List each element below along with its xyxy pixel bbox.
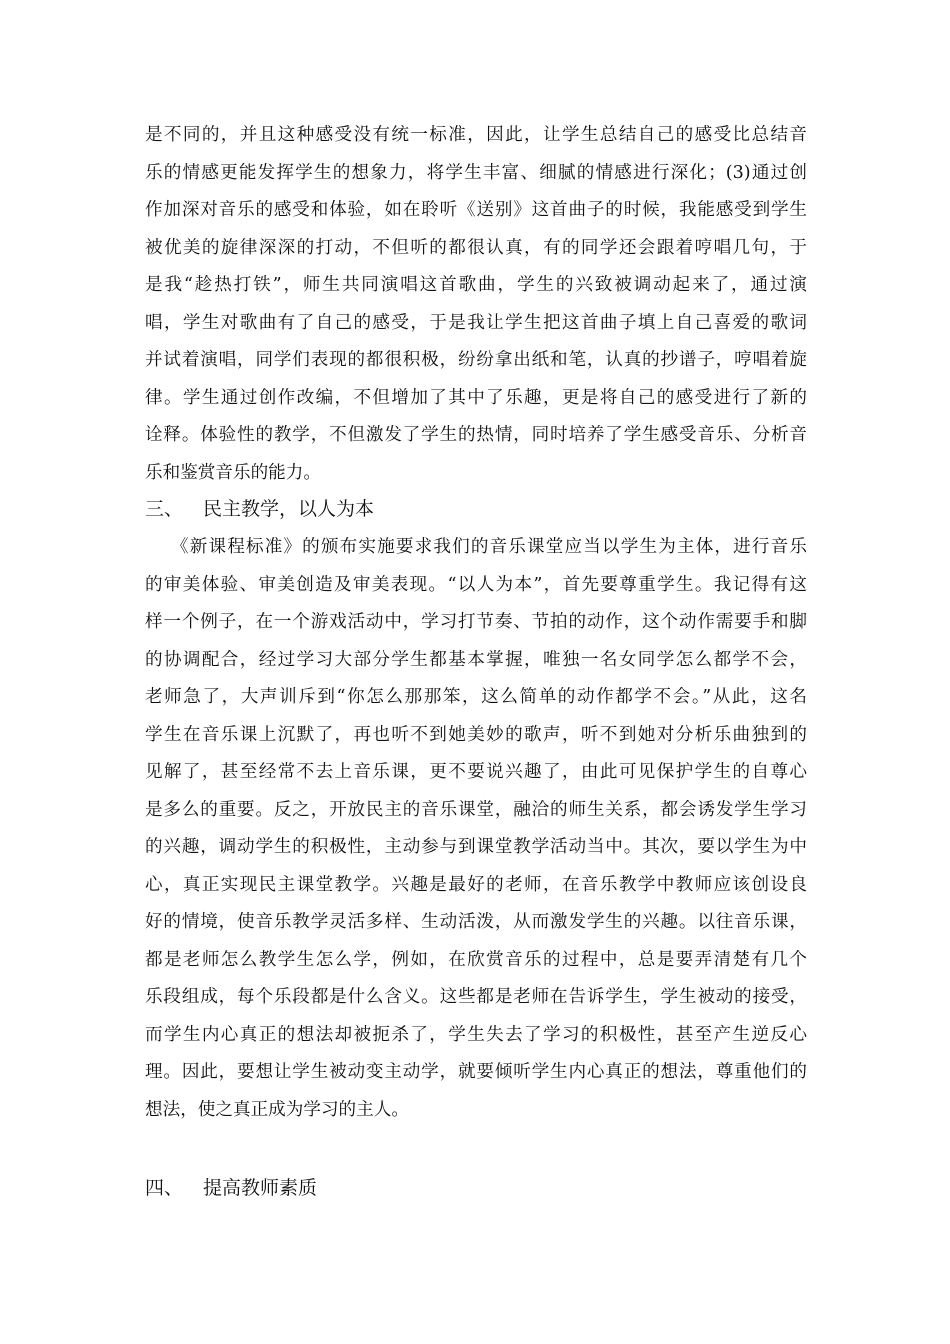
text-line: 是我“趁热打铁”，师生共同演唱这首歌曲，学生的兴致被调动起来了，通过演 [145,275,807,295]
text-line: 乐的情感更能发挥学生的想象力，将学生丰富、细腻的情感进行深化；(3)通过创 [145,162,807,183]
text-line: 老师急了，大声训斥到“你怎么那那笨，这么简单的动作都学不会。”从此，这名 [145,687,807,707]
text-line: 的审美体验、审美创造及审美表现。“以人为本”，首先要尊重学生。我记得有这 [145,574,807,595]
section-4-title: 提高教师素质 [203,1177,318,1199]
section-3-heading [145,492,374,526]
text-line: 样一个例子，在一个游戏活动中，学习打节奏、节拍的动作，这个动作需要手和脚 [145,612,807,632]
section-4-number: 四、 [145,1177,184,1199]
text-line: 律。学生通过创作改编，不但增加了其中了乐趣，更是将自己的感受进行了新的 [145,387,807,408]
text-line: 的协调配合，经过学习大部分学生都基本掌握，唯独一名女同学怎么都学不会， [145,649,807,670]
text-line: 《新课程标准》的颁布实施要求我们的音乐课堂应当以学生为主体，进行音乐 [171,537,807,557]
text-line: 并试着演唱，同学们表现的都很积极，纷纷拿出纸和笔，认真的抄谱子，哼唱着旋 [145,350,807,370]
text-line: 诠释。体验性的教学，不但激发了学生的热情，同时培养了学生感受音乐、分析音 [145,425,807,445]
text-line: 而学生内心真正的想法却被扼杀了，学生失去了学习的积极性，甚至产生逆反心 [145,1024,807,1045]
text-line: 心，真正实现民主课堂教学。兴趣是最好的老师，在音乐教学中教师应该创设良 [145,874,807,895]
text-line: 乐段组成，每个乐段都是什么含义。这些都是老师在告诉学生，学生被动的接受， [145,987,807,1007]
text-line: 的兴趣，调动学生的积极性，主动参与到课堂教学活动当中。其次，要以学生为中 [145,837,807,857]
section-3-number: 三、 [145,498,184,520]
text-line: 见解了，甚至经常不去上音乐课，更不要说兴趣了，由此可见保护学生的自尊心 [145,762,807,782]
text-line: 学生在音乐课上沉默了，再也听不到她美妙的歌声，听不到她对分析乐曲独到的 [145,724,807,745]
text-line: 被优美的旋律深深的打动，不但听的都很认真，有的同学还会跟着哼唱几句，于 [145,237,807,258]
text-line: 想法，使之真正成为学习的主人。 [145,1099,409,1120]
text-line: 作加深对音乐的感受和体验，如在聆听《送别》这首曲子的时候，我能感受到学生 [145,200,807,220]
paragraph-2 [145,529,807,1129]
text-line: 是多么的重要。反之，开放民主的音乐课堂，融洽的师生关系，都会诱发学生学习 [145,799,807,820]
text-line: 乐和鉴赏音乐的能力。 [145,462,321,483]
paragraph-1 [145,117,807,492]
text-line: 是不同的，并且这种感受没有统一标准，因此，让学生总结自己的感受比总结音 [145,125,807,145]
text-line: 唱，学生对歌曲有了自己的感受，于是我让学生把这首曲子填上自己喜爱的歌词 [145,312,807,333]
section-3-title: 民主教学，以人为本 [203,498,375,520]
text-line: 理。因此，要想让学生被动变主动学，就要倾听学生内心真正的想法，尊重他们的 [145,1062,807,1082]
text-line: 好的情境，使音乐教学灵活多样、生动活泼，从而激发学生的兴趣。以往音乐课， [145,912,807,932]
section-4-heading [145,1171,317,1205]
text-line: 都是老师怎么教学生怎么学，例如，在欣赏音乐的过程中，总是要弄清楚有几个 [145,949,807,970]
